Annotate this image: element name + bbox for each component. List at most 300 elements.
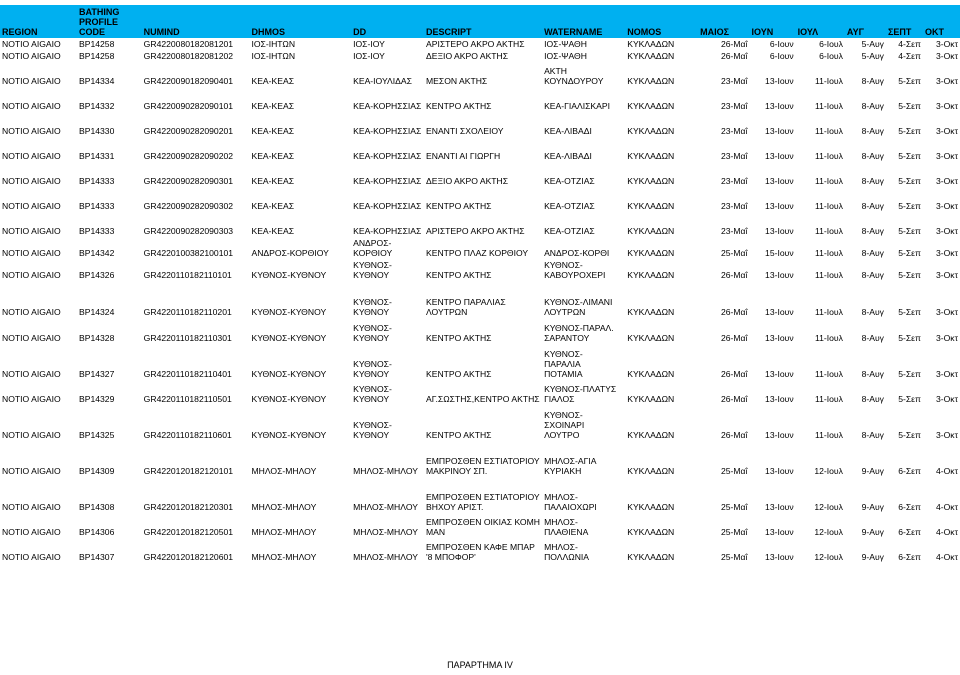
cell-dd: ΚΥΘΝΟΣ- ΚΥΘΝΟΥ [353,384,392,404]
cell-ioun: 13-Ιουν [765,101,794,111]
cell-sept: 5-Σεπ [898,151,921,161]
cell-okt: 3-Οκτ [935,201,958,211]
cell-dd: ΚΥΘΝΟΣ- ΚΥΘΝΟΥ [353,297,392,317]
cell-okt: 3-Οκτ [935,270,958,280]
cell-maios: 26-Μαΐ [720,51,748,61]
cell-nomos: ΚΥΚΛΑΔΩΝ [627,39,675,49]
cell-region: NOTIO AIGAIO [2,502,61,512]
cell-sept: 5-Σεπ [898,76,921,86]
cell-numind: GR4220090182090401 [143,76,234,86]
column-header-sept: ΣΕΠΤ [886,5,923,38]
column-header-ioul: ΙΟΥΛ [796,5,845,38]
cell-bathing-profile-code: BP14258 [79,51,115,61]
cell-region: NOTIO AIGAIO [2,226,61,236]
table-row [0,237,960,259]
cell-nomos: ΚΥΚΛΑΔΩΝ [627,248,675,258]
cell-nomos: ΚΥΚΛΑΔΩΝ [627,394,675,404]
column-header-region: REGION [0,5,77,38]
cell-dhmos: ΚΥΘΝΟΣ-ΚΥΘΝΟΥ [251,369,327,379]
cell-region: NOTIO AIGAIO [2,101,61,111]
cell-region: NOTIO AIGAIO [2,307,61,317]
cell-numind: GR4220110182110501 [143,394,232,404]
cell-watername: ΑΚΤΗ ΚΟΥΝΔΟΥΡΟΥ [544,66,604,86]
cell-dhmos: ΚΕΑ-ΚΕΑΣ [251,126,295,136]
cell-aug: 8-Αυγ [861,430,884,440]
table-row [0,62,960,87]
table-row [0,281,960,318]
table-row [0,318,960,344]
cell-region: NOTIO AIGAIO [2,248,61,258]
cell-ioul: 11-Ιουλ [814,151,843,161]
cell-ioun: 13-Ιουν [765,76,794,86]
cell-ioul: 11-Ιουλ [814,307,843,317]
cell-dd: ΚΕΑ-ΙΟΥΛΙΔΑΣ [353,76,412,86]
cell-dd: ΜΗΛΟΣ-ΜΗΛΟΥ [353,552,418,562]
table-row [0,137,960,162]
cell-ioun: 13-Ιουν [765,333,794,343]
column-header-maios: ΜΑΙΟΣ [698,5,749,38]
cell-okt: 3-Οκτ [935,248,958,258]
cell-maios: 23-Μαΐ [720,101,748,111]
cell-sept: 5-Σεπ [898,101,921,111]
cell-descript: ΔΕΞΙΟ ΑΚΡΟ ΑΚΤΗΣ [426,51,509,61]
cell-dhmos: ΚΕΑ-ΚΕΑΣ [251,201,295,211]
column-header-watername: WATERNAME [542,5,625,38]
cell-aug: 9-Αυγ [861,502,884,512]
cell-okt: 3-Οκτ [935,307,958,317]
cell-aug: 8-Αυγ [861,333,884,343]
cell-numind: GR4220090282090302 [143,201,234,211]
cell-dd: ΚΥΘΝΟΣ- ΚΥΘΝΟΥ [353,323,392,343]
cell-nomos: ΚΥΚΛΑΔΩΝ [627,226,675,236]
cell-descript: ΕΜΠΡΟΣΘΕΝ ΕΣΤΙΑΤΟΡΙΟΥ ΒΗΧΟΥ ΑΡΙΣΤ. [426,492,540,512]
cell-sept: 5-Σεπ [898,307,921,317]
table-row [0,259,960,281]
cell-ioun: 15-Ιουν [765,248,794,258]
cell-sept: 5-Σεπ [898,248,921,258]
cell-maios: 26-Μαΐ [720,369,748,379]
cell-nomos: ΚΥΚΛΑΔΩΝ [627,552,675,562]
cell-numind: GR4220110182110101 [143,270,232,280]
cell-maios: 23-Μαΐ [720,201,748,211]
cell-aug: 8-Αυγ [861,369,884,379]
cell-dd: ΚΕΑ-ΚΟΡΗΣΣΙΑΣ [353,151,422,161]
cell-bathing-profile-code: BP14327 [79,369,115,379]
table-row [0,344,960,380]
table-row [0,38,960,50]
cell-maios: 26-Μαΐ [720,333,748,343]
cell-maios: 23-Μαΐ [720,126,748,136]
cell-watername: ΚΥΘΝΟΣ-ΛΙΜΑΝΙ ΛΟΥΤΡΩΝ [544,297,613,317]
cell-nomos: ΚΥΚΛΑΔΩΝ [627,51,675,61]
cell-maios: 23-Μαΐ [720,76,748,86]
cell-ioun: 13-Ιουν [765,201,794,211]
cell-region: NOTIO AIGAIO [2,333,61,343]
cell-nomos: ΚΥΚΛΑΔΩΝ [627,333,675,343]
cell-nomos: ΚΥΚΛΑΔΩΝ [627,76,675,86]
cell-okt: 3-Οκτ [935,39,958,49]
cell-descript: ΕΝΑΝΤΙ ΣΧΟΛΕΙΟΥ [426,126,504,136]
cell-numind: GR4220110182110401 [143,369,232,379]
cell-ioul: 11-Ιουλ [814,369,843,379]
cell-watername: ΜΗΛΟΣ- ΠΑΛΑΙΟΧΩΡΙ [544,492,597,512]
cell-bathing-profile-code: BP14334 [79,76,115,86]
cell-numind: GR4220120182120601 [143,552,234,562]
cell-region: NOTIO AIGAIO [2,151,61,161]
cell-dd: ΚΕΑ-ΚΟΡΗΣΣΙΑΣ [353,126,422,136]
cell-nomos: ΚΥΚΛΑΔΩΝ [627,307,675,317]
cell-watername: ΚΕΑ-ΟΤΖΙΑΣ [544,226,595,236]
cell-descript: ΚΕΝΤΡΟ ΑΚΤΗΣ [426,369,492,379]
cell-maios: 25-Μαΐ [720,552,748,562]
table-row [0,87,960,112]
cell-dd: ΚΥΘΝΟΣ- ΚΥΘΝΟΥ [353,260,392,280]
cell-ioul: 11-Ιουλ [814,101,843,111]
table-row [0,441,960,477]
cell-watername: ΚΕΑ-ΟΤΖΙΑΣ [544,201,595,211]
column-header-okt: ΟΚΤ [923,5,960,38]
column-header-aug: ΑΥΓ [845,5,886,38]
cell-aug: 8-Αυγ [861,307,884,317]
cell-okt: 3-Οκτ [935,369,958,379]
cell-dd: ΜΗΛΟΣ-ΜΗΛΟΥ [353,502,418,512]
cell-descript: ΚΕΝΤΡΟ ΑΚΤΗΣ [426,270,492,280]
cell-descript: ΕΝΑΝΤΙ ΑΙ ΓΙΩΡΓΗ [426,151,501,161]
cell-ioul: 11-Ιουλ [814,76,843,86]
cell-aug: 8-Αυγ [861,126,884,136]
cell-ioun: 13-Ιουν [765,552,794,562]
cell-numind: GR4220080182081202 [143,51,234,61]
cell-dd: ΚΕΑ-ΚΟΡΗΣΣΙΑΣ [353,101,422,111]
cell-bathing-profile-code: BP14324 [79,307,115,317]
column-header-numind: NUMIND [142,5,250,38]
cell-aug: 8-Αυγ [861,270,884,280]
cell-bathing-profile-code: BP14333 [79,226,115,236]
cell-region: NOTIO AIGAIO [2,552,61,562]
cell-bathing-profile-code: BP14309 [79,466,115,476]
cell-numind: GR4220090282090301 [143,176,234,186]
cell-sept: 4-Σεπ [898,51,921,61]
cell-dhmos: ΚΥΘΝΟΣ-ΚΥΘΝΟΥ [251,270,327,280]
cell-watername: ΚΥΘΝΟΣ- ΣΧΟΙΝΑΡΙ ΛΟΥΤΡΟ [544,410,585,440]
cell-maios: 25-Μαΐ [720,466,748,476]
cell-descript: ΔΕΞΙΟ ΑΚΡΟ ΑΚΤΗΣ [426,176,509,186]
cell-sept: 6-Σεπ [898,527,921,537]
cell-numind: GR4220110182110301 [143,333,232,343]
cell-numind: GR4220090282090101 [143,101,234,111]
cell-ioul: 11-Ιουλ [814,176,843,186]
cell-watername: ΙΟΣ-ΨΑΘΗ [544,39,587,49]
cell-descript: ΚΕΝΤΡΟ ΑΚΤΗΣ [426,101,492,111]
cell-aug: 9-Αυγ [861,527,884,537]
cell-bathing-profile-code: BP14332 [79,101,115,111]
cell-descript: ΕΜΠΡΟΣΘΕΝ ΟΙΚΙΑΣ ΚΟΜΗ ΜΑΝ [426,517,540,537]
column-header-nomos: NOMOS [625,5,698,38]
table-row [0,405,960,441]
cell-ioul: 11-Ιουλ [814,126,843,136]
cell-dd: ΚΥΘΝΟΣ- ΚΥΘΝΟΥ [353,359,392,379]
cell-dd: ΜΗΛΟΣ-ΜΗΛΟΥ [353,527,418,537]
cell-numind: GR4220110182110601 [143,430,232,440]
cell-maios: 23-Μαΐ [720,151,748,161]
cell-nomos: ΚΥΚΛΑΔΩΝ [627,369,675,379]
cell-numind: GR4220100382100101 [143,248,234,258]
cell-bathing-profile-code: BP14342 [79,248,115,258]
cell-nomos: ΚΥΚΛΑΔΩΝ [627,201,675,211]
cell-bathing-profile-code: BP14306 [79,527,115,537]
cell-descript: ΜΕΣΟΝ ΑΚΤΗΣ [426,76,488,86]
cell-dd: ΚΕΑ-ΚΟΡΗΣΣΙΑΣ [353,176,422,186]
cell-sept: 5-Σεπ [898,430,921,440]
cell-nomos: ΚΥΚΛΑΔΩΝ [627,527,675,537]
cell-region: NOTIO AIGAIO [2,51,61,61]
cell-sept: 5-Σεπ [898,333,921,343]
table-body [0,38,960,563]
cell-dhmos: ΚΕΑ-ΚΕΑΣ [251,151,295,161]
cell-ioun: 13-Ιουν [765,270,794,280]
cell-aug: 8-Αυγ [861,226,884,236]
cell-maios: 25-Μαΐ [720,502,748,512]
bathing-water-table [0,5,960,563]
cell-region: NOTIO AIGAIO [2,270,61,280]
cell-ioun: 13-Ιουν [765,466,794,476]
cell-bathing-profile-code: BP14307 [79,552,115,562]
cell-okt: 4-Οκτ [935,527,958,537]
table-row [0,538,960,563]
cell-ioun: 13-Ιουν [765,502,794,512]
cell-dd: ΚΕΑ-ΚΟΡΗΣΣΙΑΣ [353,201,422,211]
cell-dhmos: ΙΟΣ-ΙΗΤΩΝ [251,51,296,61]
cell-dd: ΑΝΔΡΟΣ- ΚΟΡΘΙΟΥ [353,238,393,258]
cell-ioun: 13-Ιουν [765,176,794,186]
cell-okt: 3-Οκτ [935,126,958,136]
cell-sept: 6-Σεπ [898,466,921,476]
cell-nomos: ΚΥΚΛΑΔΩΝ [627,151,675,161]
cell-okt: 3-Οκτ [935,176,958,186]
cell-aug: 8-Αυγ [861,201,884,211]
cell-descript: ΚΕΝΤΡΟ ΑΚΤΗΣ [426,430,492,440]
cell-bathing-profile-code: BP14308 [79,502,115,512]
cell-ioul: 6-Ιουλ [819,39,843,49]
cell-numind: GR4220090282090303 [143,226,234,236]
cell-descript: ΑΓ.ΣΩΣΤΗΣ,ΚΕΝΤΡΟ ΑΚΤΗΣ [426,394,540,404]
cell-dd: ΚΕΑ-ΚΟΡΗΣΣΙΑΣ [353,226,422,236]
cell-ioun: 13-Ιουν [765,430,794,440]
cell-bathing-profile-code: BP14331 [79,151,115,161]
cell-ioul: 11-Ιουλ [814,270,843,280]
column-header-descript: DESCRIPT [424,5,542,38]
cell-nomos: ΚΥΚΛΑΔΩΝ [627,126,675,136]
cell-nomos: ΚΥΚΛΑΔΩΝ [627,176,675,186]
cell-ioul: 11-Ιουλ [814,394,843,404]
cell-numind: GR4220090282090202 [143,151,234,161]
cell-sept: 5-Σεπ [898,201,921,211]
cell-dhmos: ΜΗΛΟΣ-ΜΗΛΟΥ [251,527,317,537]
cell-aug: 5-Αυγ [861,51,884,61]
cell-sept: 6-Σεπ [898,552,921,562]
cell-region: NOTIO AIGAIO [2,76,61,86]
cell-region: NOTIO AIGAIO [2,466,61,476]
cell-bathing-profile-code: BP14328 [79,333,115,343]
table-row [0,477,960,513]
cell-dd: ΙΟΣ-ΙΟΥ [353,51,385,61]
cell-ioul: 12-Ιουλ [814,502,843,512]
cell-watername: ΚΥΘΝΟΣ-ΠΑΡΑΛ. ΣΑΡΑΝΤΟΥ [544,323,614,343]
cell-descript: ΑΡΙΣΤΕΡΟ ΑΚΡΟ ΑΚΤΗΣ [426,226,525,236]
table-row [0,513,960,538]
cell-sept: 5-Σεπ [898,270,921,280]
cell-watername: ΜΗΛΟΣ- ΠΟΛΛΩΝΙΑ [544,542,590,562]
cell-sept: 5-Σεπ [898,369,921,379]
cell-watername: ΚΥΘΝΟΣ- ΠΑΡΑΛΙΑ ΠΟΤΑΜΙΑ [544,349,583,379]
cell-ioul: 12-Ιουλ [814,527,843,537]
cell-watername: ΙΟΣ-ΨΑΘΗ [544,51,587,61]
cell-region: NOTIO AIGAIO [2,39,61,49]
cell-aug: 5-Αυγ [861,39,884,49]
cell-okt: 4-Οκτ [935,552,958,562]
cell-dhmos: ΚΥΘΝΟΣ-ΚΥΘΝΟΥ [251,394,327,404]
cell-descript: ΕΜΠΡΟΣΘΕΝ ΕΣΤΙΑΤΟΡΙΟΥ ΜΑΚΡΙΝΟΥ ΣΠ. [426,456,540,476]
cell-aug: 8-Αυγ [861,101,884,111]
appendix-label: ΠΑΡΑΡΤΗΜΑ IV [447,660,513,670]
cell-bathing-profile-code: BP14333 [79,201,115,211]
cell-sept: 5-Σεπ [898,126,921,136]
cell-watername: ΜΗΛΟΣ-ΑΓΙΑ ΚΥΡΙΑΚΗ [544,456,597,476]
cell-aug: 8-Αυγ [861,151,884,161]
cell-sept: 5-Σεπ [898,226,921,236]
cell-okt: 3-Οκτ [935,394,958,404]
cell-descript: ΚΕΝΤΡΟ ΠΑΡΑΛΙΑΣ ΛΟΥΤΡΩΝ [426,297,506,317]
cell-okt: 3-Οκτ [935,51,958,61]
cell-aug: 8-Αυγ [861,394,884,404]
cell-ioun: 13-Ιουν [765,527,794,537]
table-row [0,187,960,212]
cell-watername: ΑΝΔΡΟΣ-ΚΟΡΘΙ [544,248,610,258]
cell-bathing-profile-code: BP14329 [79,394,115,404]
cell-ioul: 11-Ιουλ [814,226,843,236]
cell-numind: GR4220080182081201 [143,39,234,49]
cell-descript: ΑΡΙΣΤΕΡΟ ΑΚΡΟ ΑΚΤΗΣ [426,39,525,49]
cell-bathing-profile-code: BP14330 [79,126,115,136]
cell-numind: GR4220120182120301 [143,502,234,512]
cell-descript: ΚΕΝΤΡΟ ΑΚΤΗΣ [426,333,492,343]
table-row [0,380,960,405]
cell-ioun: 13-Ιουν [765,369,794,379]
cell-descript: ΚΕΝΤΡΟ ΠΛΑΖ ΚΟΡΘΙΟΥ [426,248,529,258]
cell-ioun: 13-Ιουν [765,307,794,317]
cell-ioun: 6-Ιουν [769,39,794,49]
cell-bathing-profile-code: BP14326 [79,270,115,280]
column-header-bathing-profile-code: BATHING PROFILE CODE [77,5,142,38]
table-row [0,212,960,237]
cell-watername: ΚΕΑ-ΓΙΑΛΙΣΚΑΡΙ [544,101,610,111]
cell-ioun: 13-Ιουν [765,126,794,136]
cell-bathing-profile-code: BP14258 [79,39,115,49]
cell-watername: ΚΕΑ-ΛΙΒΑΔΙ [544,126,592,136]
cell-nomos: ΚΥΚΛΑΔΩΝ [627,466,675,476]
cell-ioul: 12-Ιουλ [814,552,843,562]
cell-maios: 26-Μαΐ [720,270,748,280]
cell-descript: ΕΜΠΡΟΣΘΕΝ ΚΑΦΕ ΜΠΑΡ '8 ΜΠΟΦΟΡ' [426,542,535,562]
cell-okt: 3-Οκτ [935,76,958,86]
cell-nomos: ΚΥΚΛΑΔΩΝ [627,101,675,111]
cell-dhmos: ΜΗΛΟΣ-ΜΗΛΟΥ [251,552,317,562]
cell-ioun: 6-Ιουν [769,51,794,61]
cell-watername: ΚΥΘΝΟΣ- ΚΑΒΟΥΡΟΧΕΡΙ [544,260,606,280]
cell-region: NOTIO AIGAIO [2,369,61,379]
cell-maios: 26-Μαΐ [720,307,748,317]
cell-ioul: 6-Ιουλ [819,51,843,61]
cell-aug: 9-Αυγ [861,552,884,562]
cell-dhmos: ΙΟΣ-ΙΗΤΩΝ [251,39,296,49]
header-row [0,5,960,38]
cell-dhmos: ΚΥΘΝΟΣ-ΚΥΘΝΟΥ [251,333,327,343]
cell-sept: 5-Σεπ [898,394,921,404]
cell-aug: 8-Αυγ [861,76,884,86]
cell-okt: 3-Οκτ [935,151,958,161]
cell-nomos: ΚΥΚΛΑΔΩΝ [627,502,675,512]
cell-dd: ΜΗΛΟΣ-ΜΗΛΟΥ [353,466,418,476]
cell-ioul: 11-Ιουλ [814,430,843,440]
cell-bathing-profile-code: BP14333 [79,176,115,186]
cell-watername: ΚΕΑ-ΟΤΖΙΑΣ [544,176,595,186]
cell-dhmos: ΚΥΘΝΟΣ-ΚΥΘΝΟΥ [251,430,327,440]
cell-ioul: 11-Ιουλ [814,248,843,258]
table-row [0,112,960,137]
cell-dhmos: ΚΥΘΝΟΣ-ΚΥΘΝΟΥ [251,307,327,317]
cell-aug: 8-Αυγ [861,176,884,186]
column-header-dd: DD [351,5,424,38]
cell-region: NOTIO AIGAIO [2,430,61,440]
cell-maios: 26-Μαΐ [720,430,748,440]
cell-region: NOTIO AIGAIO [2,201,61,211]
cell-dhmos: ΚΕΑ-ΚΕΑΣ [251,226,295,236]
table-row [0,162,960,187]
cell-watername: ΚΕΑ-ΛΙΒΑΔΙ [544,151,592,161]
cell-descript: ΚΕΝΤΡΟ ΑΚΤΗΣ [426,201,492,211]
cell-maios: 23-Μαΐ [720,226,748,236]
cell-numind: GR4220110182110201 [143,307,232,317]
cell-numind: GR4220120182120501 [143,527,234,537]
cell-numind: GR4220090282090201 [143,126,234,136]
cell-ioun: 13-Ιουν [765,226,794,236]
cell-aug: 9-Αυγ [861,466,884,476]
cell-maios: 25-Μαΐ [720,248,748,258]
cell-ioul: 12-Ιουλ [814,466,843,476]
cell-maios: 26-Μαΐ [720,394,748,404]
cell-watername: ΜΗΛΟΣ- ΠΛΑΘΙΕΝΑ [544,517,589,537]
cell-region: NOTIO AIGAIO [2,126,61,136]
cell-ioun: 13-Ιουν [765,394,794,404]
cell-sept: 6-Σεπ [898,502,921,512]
cell-region: NOTIO AIGAIO [2,527,61,537]
column-header-ioun: ΙΟΥΝ [749,5,795,38]
cell-nomos: ΚΥΚΛΑΔΩΝ [627,270,675,280]
column-header-dhmos: DHMOS [249,5,351,38]
cell-dhmos: ΜΗΛΟΣ-ΜΗΛΟΥ [251,502,317,512]
cell-ioul: 11-Ιουλ [814,201,843,211]
cell-dhmos: ΚΕΑ-ΚΕΑΣ [251,101,295,111]
cell-dhmos: ΑΝΔΡΟΣ-ΚΟΡΘΙΟΥ [251,248,329,258]
cell-dhmos: ΚΕΑ-ΚΕΑΣ [251,176,295,186]
cell-region: NOTIO AIGAIO [2,176,61,186]
cell-sept: 5-Σεπ [898,176,921,186]
cell-aug: 8-Αυγ [861,248,884,258]
cell-dd: ΙΟΣ-ΙΟΥ [353,39,385,49]
cell-bathing-profile-code: BP14325 [79,430,115,440]
cell-okt: 4-Οκτ [935,502,958,512]
cell-numind: GR4220120182120101 [143,466,234,476]
